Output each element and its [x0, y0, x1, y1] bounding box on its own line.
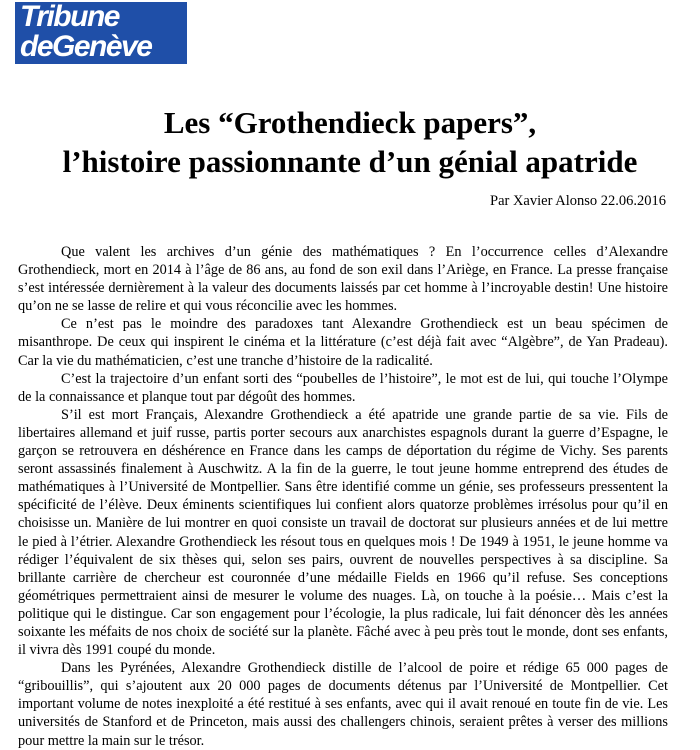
headline-line-1: Les “Grothendieck papers”, — [163, 105, 537, 140]
article-body — [18, 243, 668, 750]
article-paragraph: C’est la trajectoire d’un enfant sorti des “poubelles de l’histoire”, le mot est de lui, qui touche l’Olympe de la connaissance et planque tout par dégoût des hommes. — [18, 370, 668, 405]
article-paragraph: Que valent les archives d’un génie des mathématiques ? En l’occurrence celles d’Alexandre Grothendieck, mort en 2014 à l’âge de 86 ans, au fond de son exil dans l’Ariège, en France. La presse française s’est intéressée dernièrement à la valeur des documents laissés par cet homme à l’incroyable destin! Une histoire qu’on ne se lasse de relire et qui vous réconcilie avec les hommes. — [18, 244, 668, 315]
article-paragraph: Ce n’est pas le moindre des paradoxes tant Alexandre Grothendieck est un beau spécimen de misanthrope. De ceux qui inspirent le cinéma et la littérature (c’est déjà fait avec “Algèbre”, de Yan Pradeau). Car la vie du mathématicien, c’est une tranche d’histoire de la radicalité. — [18, 316, 668, 369]
logo-line-2: deGenève — [20, 30, 152, 63]
article-paragraph: S’il est mort Français, Alexandre Grothendieck a été apatride une grande partie de sa vie. Fils de libertaires allemand et juif russe, partis porter secours aux anarchistes espagnols durant la guerre d’Espagne, le garçon se retrouvera en déshérence en France dans les camps de déportation du régime de Vichy. Ses parents seront assassinés finalement à Auschwitz. A la fin de la guerre, le tout jeune homme entreprend des études de mathématiques à l’Université de Montpellier. Sans être identifié comme un génie, ses professeurs pressentent la spécificité de l’élève. Deux éminents scientifiques lui confient alors quatorze problèmes irrésolus pour qu’il en choisisse un. Manière de lui montrer en quoi consiste un travail de doctorat sur plusieurs années et de lui mettre le pied à l’étrier. Alexandre Grothendieck les résout tous en quelques mois ! De 1949 à 1951, le jeune homme va rédiger l’équivalent de six thèses qui, selon ses pairs, ouvrent de nouvelles perspectives à sa discipline. Sa brillante carrière de chercheur est couronnée d’une médaille Fields en 1966 qu’il refuse. Ses conceptions géométriques permettraient ainsi de mesurer le volume des nuages. Là, on touche à la poésie… Mais c’est la politique qui le distingue. Car son engagement pour l’écologie, la plus radicale, lui fait dénoncer dès les années soixante les méfaits de nos choix de société sur la planète. Fâché avec à peu près tout le monde, dont ses enfants, il vivra dès 1991 coupé du monde. — [18, 406, 668, 659]
article-paragraph: Dans les Pyrénées, Alexandre Grothendieck distille de l’alcool de poire et rédige 65 000 pages de “gribouillis”, qui s’ajoutent aux 20 000 pages de documents détenus par l’Université de Montpellier. Cet important volume de notes inexploité a été restitué à ses enfants, avec qui il avait renoué en toute fin de vie. Les universités de Stanford et de Princeton, mais aussi des challengers chinois, seraient prêtes à verser des millions pour mettre la main sur le trésor. — [18, 660, 668, 749]
byline: Par Xavier Alonso 22.06.2016 — [490, 193, 666, 209]
logo-line-1: Tribune — [20, 0, 119, 33]
headline-line-2: l’histoire passionnante d’un génial apatride — [62, 144, 638, 179]
newspaper-logo — [15, 2, 187, 64]
